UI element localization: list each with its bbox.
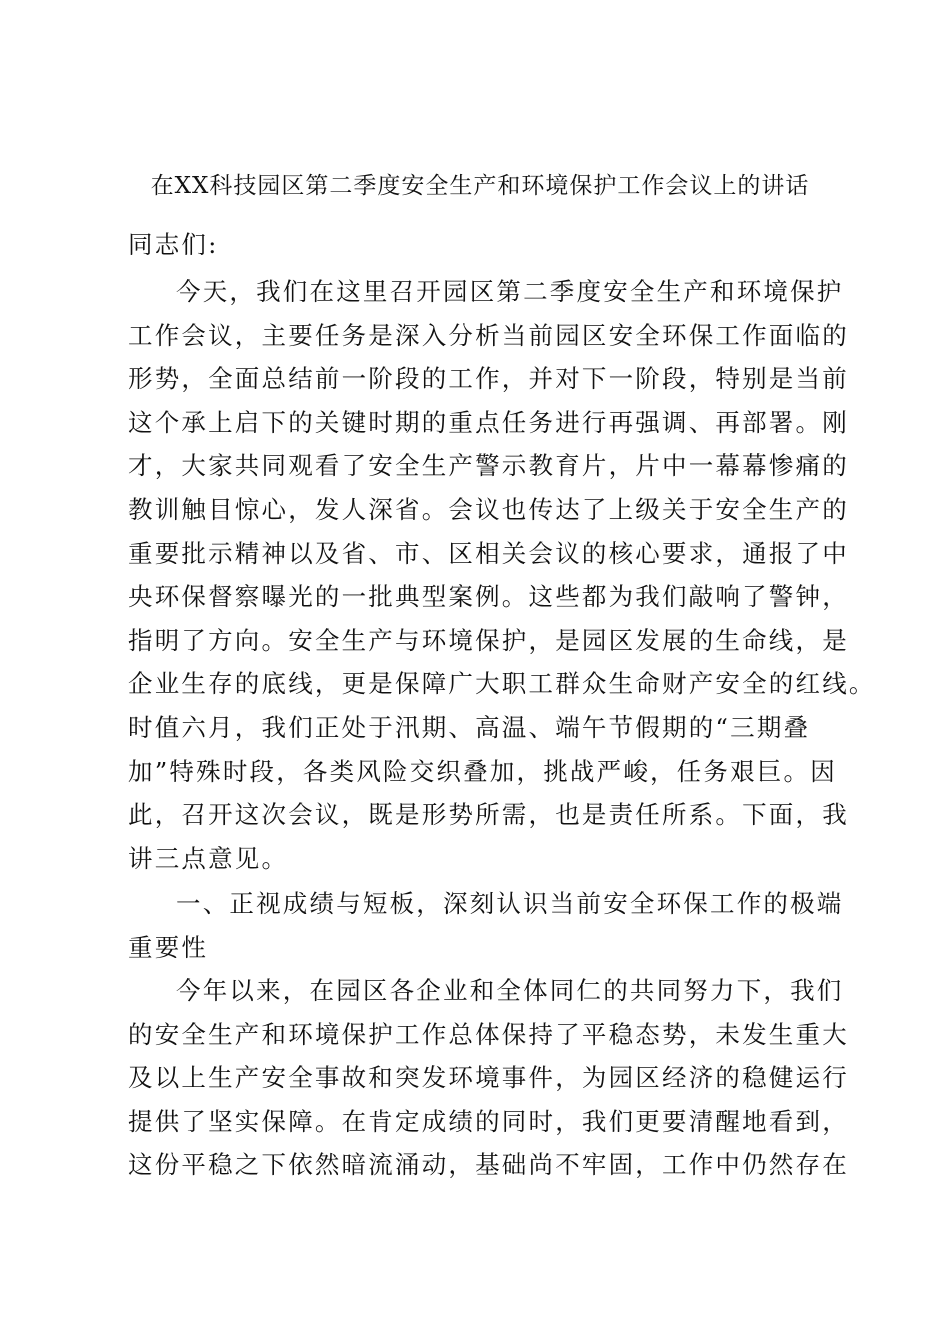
paragraph-line: 提供了坚实保障。在肯定成绩的同时，我们更要清醒地看到， <box>128 1106 849 1136</box>
paragraph-line: 今年以来，在园区各企业和全体同仁的共同努力下，我们 <box>176 976 844 1005</box>
paragraph-line: 工作会议，主要任务是深入分析当前园区安全环保工作面临的 <box>128 320 849 350</box>
paragraph-line: 讲三点意见。 <box>128 843 289 873</box>
paragraph-line: 央环保督察曝光的一批典型案例。这些都为我们敲响了警钟， <box>128 582 849 612</box>
heading-line: 一、正视成绩与短板，深刻认识当前安全环保工作的极端 <box>176 889 844 918</box>
paragraph-line: 的安全生产和环境保护工作总体保持了平稳态势，未发生重大 <box>128 1019 849 1049</box>
document-title: 在XX科技园区第二季度安全生产和环境保护工作会议上的讲话 <box>150 173 810 199</box>
paragraph-line: 及以上生产安全事故和突发环境事件，为园区经济的稳健运行 <box>128 1063 849 1093</box>
section-heading-1 <box>128 882 844 969</box>
greeting <box>128 223 838 267</box>
paragraph-line: 重要批示精神以及省、市、区相关会议的核心要求，通报了中 <box>128 538 849 568</box>
paragraph-line: 指明了方向。安全生产与环境保护，是园区发展的生命线，是 <box>128 625 849 655</box>
paragraph-line: 此，召开这次会议，既是形势所需，也是责任所系。下面，我 <box>128 800 849 830</box>
paragraph-section-1 <box>128 969 849 1187</box>
paragraph-line: 形势，全面总结前一阶段的工作，并对下一阶段，特别是当前 <box>128 364 849 394</box>
paragraph-line: 时值六月，我们正处于汛期、高温、端午节假期的“三期叠 <box>128 712 811 742</box>
heading-line: 重要性 <box>128 932 209 962</box>
paragraph-line: 今天，我们在这里召开园区第二季度安全生产和环境保护 <box>176 277 844 306</box>
paragraph-intro <box>128 270 876 880</box>
paragraph-line: 教训触目惊心，发人深省。会议也传达了上级关于安全生产的 <box>128 494 849 524</box>
paragraph-line: 加”特殊时段，各类风险交织叠加，挑战严峻，任务艰巨。因 <box>128 756 837 786</box>
paragraph-line: 才，大家共同观看了安全生产警示教育片，片中一幕幕惨痛的 <box>128 451 849 481</box>
paragraph-line: 这份平稳之下依然暗流涌动，基础尚不牢固，工作中仍然存在 <box>128 1150 849 1180</box>
paragraph-line: 企业生存的底线，更是保障广大职工群众生命财产安全的红线。 <box>128 669 876 699</box>
paragraph-line: 这个承上启下的关键时期的重点任务进行再强调、再部署。刚 <box>128 407 849 437</box>
greeting-line: 同志们: <box>128 230 219 259</box>
